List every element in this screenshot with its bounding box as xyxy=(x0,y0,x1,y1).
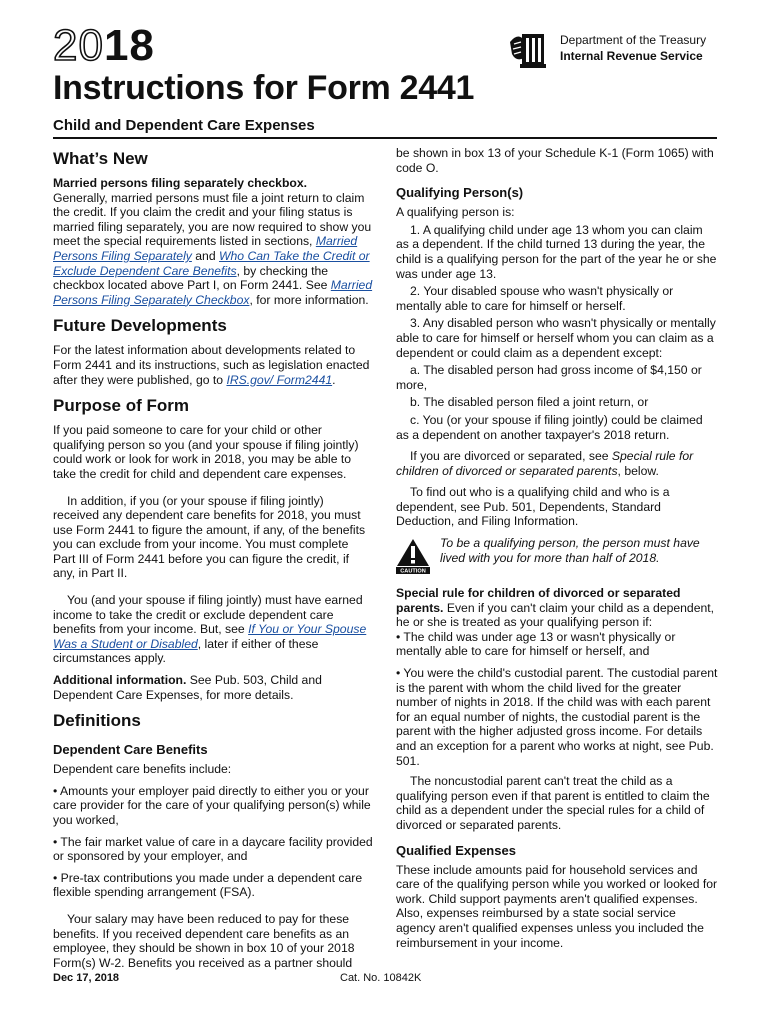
agency-irs: Internal Revenue Service xyxy=(560,49,703,63)
page-subtitle: Child and Dependent Care Expenses xyxy=(53,117,315,134)
qp-item-b: b. The disabled person filed a joint return, or xyxy=(410,395,649,410)
additional-lead: Additional information. xyxy=(53,673,187,688)
agency-block xyxy=(508,28,723,74)
find-out-paragraph: To find out who is a qualifying child and who is a dependent, see Pub. 501, Dependents, Standard Deduction, and Filing Information. xyxy=(396,485,670,529)
qp-item-3: 3. Any disabled person who wasn't physically or mentally able to care for himself or herself whom you can claim as a dependent or could claim as a dependent except: xyxy=(396,316,716,360)
special-rule-lead: Special rule for children of divorced or separated parents. xyxy=(396,586,681,615)
qualifying-persons-heading: Qualifying Person(s) xyxy=(396,185,524,201)
purpose-p3-end: , later if either of these circumstances apply. xyxy=(53,636,319,666)
qualified-expenses-heading: Qualified Expenses xyxy=(396,842,516,858)
special-rule-text: Even if you can't claim your child as a dependent, he or she is treated as your qualifying person if: xyxy=(396,600,715,630)
footer-date: Dec 17, 2018 xyxy=(53,972,120,984)
noncustodial-paragraph: The noncustodial parent can't treat the child as a qualifying person even if that parent is entitled to claim the child as a dependent under the special rules for a child of divorced or separated parents. xyxy=(396,774,710,832)
list-item: • Amounts your employer paid directly to either you or your care provider for the care of your qualifying person(s) while you worked, xyxy=(53,783,371,827)
married-paragraph xyxy=(53,176,373,307)
agency-department: Department of the Treasury xyxy=(560,33,707,47)
footer-catalog-number: Cat. No. 10842K xyxy=(340,972,422,984)
list-item: • You were the child's custodial parent. The custodial parent is the parent with whom the child lived for the greater number of nights in 2018. If the child was with each parent for an equal number of nights, the custodial parent is the parent with the higher adjusted gross income. For details and an exception for a parent who works at night, see Pub. 501. xyxy=(396,666,718,768)
purpose-paragraph-2: In addition, if you (or your spouse if filing jointly) received any dependent care benefits for 2018, you must use Form 2441 to figure the amount, if any, of the benefits you can exclude from your income. You must complete Part III of Form 2441 before you can figure the credit, if any, in Part II. xyxy=(53,493,366,581)
dependent-care-benefits-heading: Dependent Care Benefits xyxy=(53,742,208,758)
married-text1: Generally, married persons must file a joint return to claim the credit. If you claim the credit and your filing status is married filing separately, you are now required to show you meet the special requirements listed in sections, xyxy=(53,190,372,249)
caution-label: CAUTION xyxy=(400,568,426,575)
married-and: and xyxy=(195,248,216,263)
purpose-p3-text: You (and your spouse if filing jointly) must have earned income to take the credit or exclude dependent care benefits from your income. But, see xyxy=(53,593,363,637)
qualified-expenses-text: These include amounts paid for household services and care of the qualifying person while you worked or looked for work. Child support payments aren't qualified expenses. Also, expenses reimbursed by a state social service agency aren't qualified expenses unless you included the reimbursement in your income. xyxy=(396,862,718,950)
qp-item-2: 2. Your disabled spouse who wasn't physically or mentally able to care for himself or herself. xyxy=(396,284,674,313)
whats-new-heading: What’s New xyxy=(53,149,148,168)
qp-item-1: 1. A qualifying child under age 13 whom you can claim as a dependent. If the child turned 13 during the year, the child is a qualifying person for the part of the year he or she was under age 13. xyxy=(396,222,717,281)
married-lead: Married persons filing separately checkbox. xyxy=(53,176,307,190)
list-item: • Pre-tax contributions you made under a dependent care flexible spending arrangement (FSA). xyxy=(53,870,363,900)
definitions-heading: Definitions xyxy=(53,711,141,731)
divorced-text: If you are divorced or separated, see xyxy=(410,449,609,464)
divorced-end: , below. xyxy=(617,463,659,478)
who-can-take-credit-link[interactable]: Who Can Take the Credit or Exclude Dependent Care Benefits xyxy=(53,248,370,278)
header-divider xyxy=(53,137,717,139)
student-or-disabled-link[interactable]: If You or Your Spouse Was a Student or Disabled xyxy=(53,622,367,651)
future-text: For the latest information about developments related to Form 2441 and its instructions, such as legislation enacted after they were published, go to xyxy=(53,343,370,387)
additional-text: See Pub. 503, Child and Dependent Care Expenses, for more details. xyxy=(53,673,322,702)
purpose-paragraph-3 xyxy=(53,593,373,666)
continued-text: be shown in box 13 of your Schedule K-1 (Form 1065) with code O. xyxy=(396,146,714,175)
married-text2: , by checking the checkbox located above Part I, on Form 2441. See xyxy=(53,263,329,293)
year-bold-digits: 18 xyxy=(103,21,155,70)
list-item: • The child was under age 13 or wasn't physically or mentally able to care for himself or herself, and xyxy=(396,629,676,659)
married-checkbox-link[interactable]: Married Persons Filing Separately Checkbox xyxy=(53,278,373,307)
future-end: . xyxy=(332,372,336,387)
dcb-intro: Dependent care benefits include: xyxy=(53,762,232,777)
additional-info-paragraph xyxy=(53,673,373,702)
page-title: Instructions for Form 2441 xyxy=(53,69,475,107)
qp-item-a: a. The disabled person had gross income of $4,150 or more, xyxy=(396,363,702,392)
left-column xyxy=(53,148,373,977)
irs-eagle-logo-icon xyxy=(508,28,552,72)
purpose-heading: Purpose of Form xyxy=(53,396,190,416)
divorced-paragraph xyxy=(396,449,718,478)
caution-note xyxy=(396,536,718,576)
special-rule-paragraph xyxy=(396,586,718,630)
form-year xyxy=(53,22,155,70)
divorced-italic: Special rule for children of divorced or separated parents xyxy=(396,449,694,478)
married-persons-link[interactable]: Married Persons Filing Separately xyxy=(53,234,358,263)
caution-warning-icon xyxy=(396,538,430,574)
future-paragraph xyxy=(53,343,373,387)
year-outline-digits: 20 xyxy=(53,21,104,70)
qp-intro: A qualifying person is: xyxy=(396,205,515,220)
caution-text: To be a qualifying person, the person must have lived with you for more than half of 2018. xyxy=(440,536,700,565)
qp-item-c: c. You (or your spouse if filing jointly) could be claimed as a dependent on another taxpayer's 2018 return. xyxy=(396,412,703,442)
purpose-paragraph-1: If you paid someone to care for your child or other qualifying person so you (and your spouse if filing jointly) could work or look for work in 2018, you may be able to take the credit for child and dependent care expenses. xyxy=(53,423,359,481)
list-item: • The fair market value of care in a daycare facility provided or sponsored by your employer, and xyxy=(53,834,373,864)
married-text3: , for more information. xyxy=(249,292,369,307)
future-developments-heading: Future Developments xyxy=(53,316,227,336)
dcb-paragraph-2: Your salary may have been reduced to pay for these benefits. If you received dependent care benefits as an employee, they should be shown in box 10 of your 2018 Form(s) W-2. Benefits you received as a partner should xyxy=(53,911,355,970)
right-column xyxy=(396,146,718,957)
irs-gov-form2441-link[interactable]: IRS.gov/ Form2441 xyxy=(226,372,333,387)
